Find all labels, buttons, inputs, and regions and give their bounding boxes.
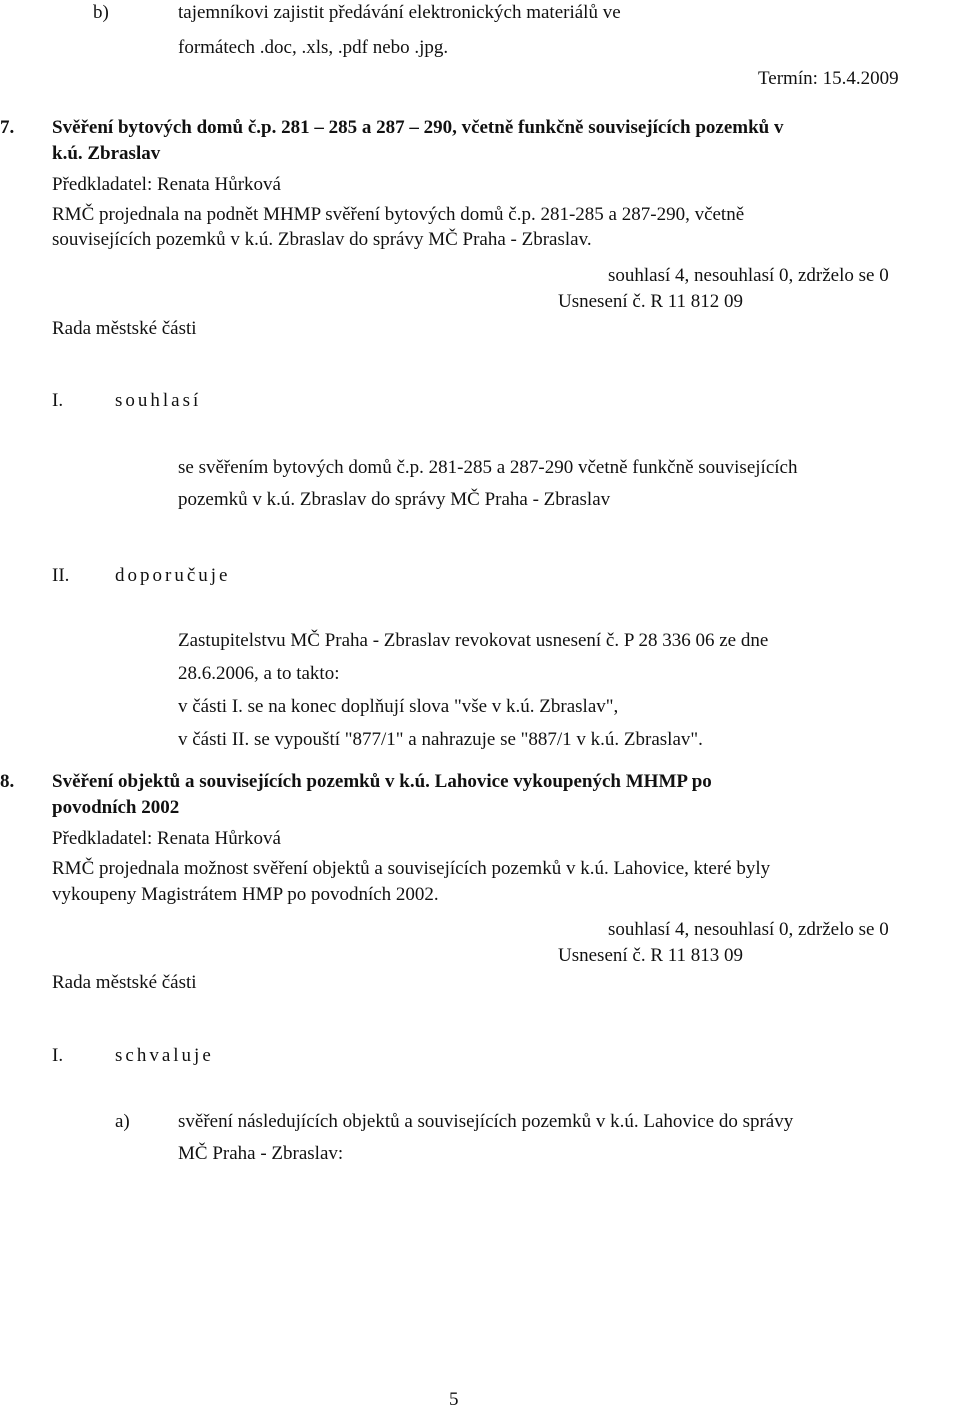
section-7-title-line1: Svěření bytových domů č.p. 281 – 285 a 287 – 290, včetně funkčně souvisejících pozemků v: [52, 117, 784, 138]
section-8-presenter: Předkladatel: Renata Hůrková: [52, 828, 281, 849]
section-8-point-1-text-line1: svěření následujících objektů a souvisejících pozemků v k.ú. Lahovice do správy: [178, 1111, 794, 1132]
section-8-title-line2: povodních 2002: [52, 797, 180, 818]
section-7-point-2-text-line3: v části I. se na konec doplňují slova "vše v k.ú. Zbraslav",: [178, 696, 619, 717]
section-8-vote: souhlasí 4, nesouhlasí 0, zdrželo se 0: [608, 919, 889, 940]
section-7-resolution: Usnesení č. R 11 812 09: [558, 291, 744, 312]
section-7-point-2-text-line4: v části II. se vypouští "877/1" a nahrazuje se "887/1 v k.ú. Zbraslav".: [178, 729, 703, 750]
item-b-line2: formátech .doc, .xls, .pdf nebo .jpg.: [178, 37, 449, 58]
item-b-line1: tajemníkovi zajistit předávání elektronických materiálů ve: [178, 2, 621, 23]
section-7-vote: souhlasí 4, nesouhlasí 0, zdrželo se 0: [608, 265, 889, 286]
section-8-council: Rada městské části: [52, 972, 197, 993]
section-8-title-line1: Svěření objektů a souvisejících pozemků v k.ú. Lahovice vykoupených MHMP po: [52, 771, 712, 792]
section-7-presenter: Předkladatel: Renata Hůrková: [52, 174, 281, 195]
section-7-title-line2: k.ú. Zbraslav: [52, 143, 161, 164]
section-7-point-2-numeral: II.: [52, 565, 70, 586]
item-b-marker: b): [93, 2, 109, 23]
section-7-point-1-text-line1: se svěřením bytových domů č.p. 281-285 a 287-290 včetně funkčně souvisejících: [178, 457, 798, 478]
section-8-desc-line2: vykoupeny Magistrátem HMP po povodních 2002.: [52, 884, 439, 905]
section-7-number: 7.: [0, 117, 15, 138]
section-7-point-1-verb: souhlasí: [115, 390, 202, 411]
section-7-point-2-text-line2: 28.6.2006, a to takto:: [178, 663, 340, 684]
section-8-number: 8.: [0, 771, 15, 792]
section-8-desc-line1: RMČ projednala možnost svěření objektů a souvisejících pozemků v k.ú. Lahovice, které byly: [52, 858, 771, 879]
section-8-point-1-verb: schvaluje: [115, 1045, 214, 1066]
section-7-desc-line1: RMČ projednala na podnět MHMP svěření bytových domů č.p. 281-285 a 287-290, včetně: [52, 204, 745, 225]
section-8-point-1-numeral: I.: [52, 1045, 64, 1066]
section-8-resolution: Usnesení č. R 11 813 09: [558, 945, 744, 966]
section-8-point-1-sub-marker: a): [115, 1111, 130, 1132]
section-7-point-1-text-line2: pozemků v k.ú. Zbraslav do správy MČ Praha - Zbraslav: [178, 489, 611, 510]
section-8-point-1-text-line2: MČ Praha - Zbraslav:: [178, 1143, 344, 1164]
section-7-council: Rada městské části: [52, 318, 197, 339]
deadline: Termín: 15.4.2009: [758, 68, 899, 89]
section-7-point-2-text-line1: Zastupitelstvu MČ Praha - Zbraslav revokovat usnesení č. P 28 336 06 ze dne: [178, 630, 769, 651]
section-7-point-2-verb: doporučuje: [115, 565, 231, 586]
section-7-point-1-numeral: I.: [52, 390, 64, 411]
section-7-desc-line2: souvisejících pozemků v k.ú. Zbraslav do správy MČ Praha - Zbraslav.: [52, 229, 592, 250]
page-number: 5: [449, 1389, 459, 1410]
